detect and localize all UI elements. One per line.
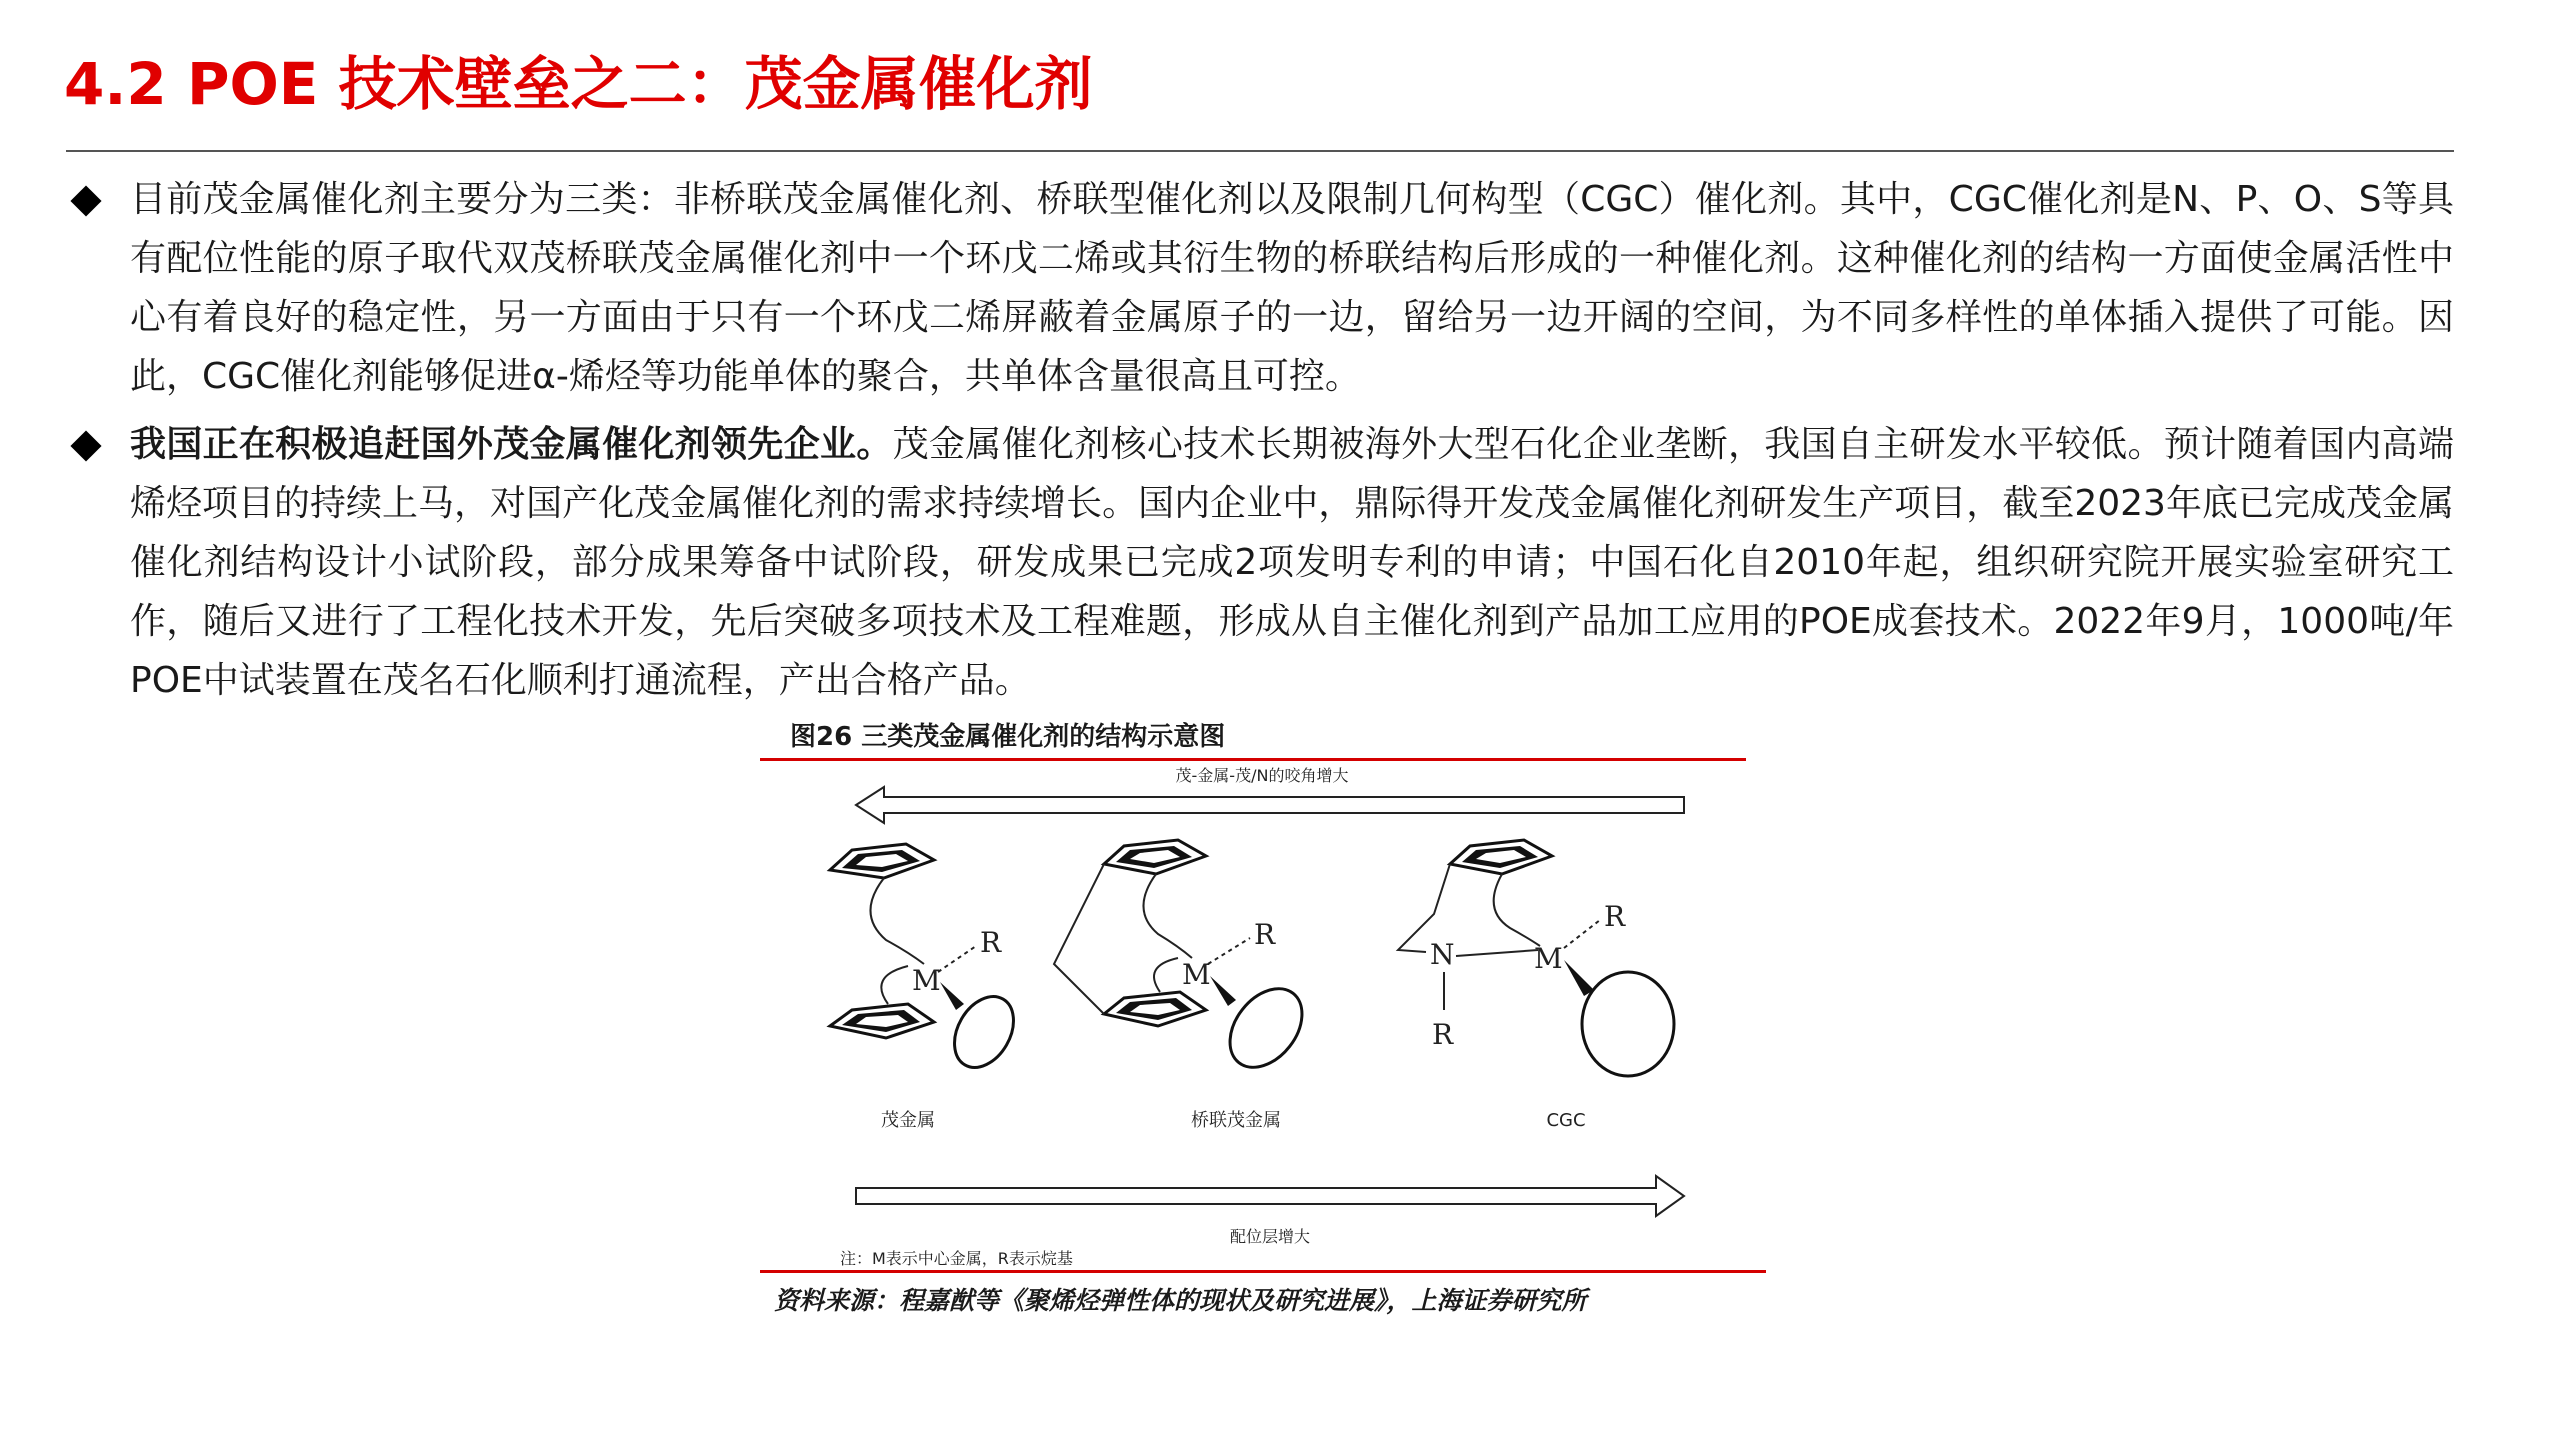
- metallocene-structure: [830, 844, 1026, 1131]
- substituent-label: R: [980, 926, 1002, 959]
- bullet-list: [64, 170, 2454, 710]
- bullet-text: 茂金属催化剂核心技术长期被海外大型石化企业垄断，我国自主研发水平较低。预计随着国内高端烯烃项目的持续上马，对国产化茂金属催化剂的需求持续增长。国内企业中，鼎际得开发茂金属催化剂研发生产项目，截至2023年底已完成茂金属催化剂结构设计小试阶段，部分成果筹备中试阶段，研发成果已完成2项发明专利的申请；中国石化自2010年起，组织研究院开展实验室研究工作，随后又进行了工程化技术开发，先后突破多项技术及工程难题，形成从自主催化剂到产品加工应用的POE成套技术。2022年9月，1000吨/年POE中试装置在茂名石化顺利打通流程，产出合格产品。: [130, 424, 2454, 701]
- metal-label: M: [1534, 942, 1563, 975]
- bullet-text: 目前茂金属催化剂主要分为三类：非桥联茂金属催化剂、桥联型催化剂以及限制几何构型（CGC）催化剂。其中，CGC催化剂是N、P、O、S等具有配位性能的原子取代双茂桥联茂金属催化剂中一个环戊二烯或其衍生物的桥联结构后形成的一种催化剂。这种催化剂的结构一方面使金属活性中心有着良好的稳定性，另一方面由于只有一个环戊二烯屏蔽着金属原子的一边，留给另一边开阔的空间，为不同多样性的单体插入提供了可能。因此，CGC催化剂能够促进α-烯烃等功能单体的聚合，共单体含量很高且可控。: [130, 179, 2454, 397]
- structure-label: 茂金属: [881, 1110, 935, 1131]
- diamond-bullet-icon: [70, 185, 101, 216]
- substituent-label: R: [1254, 918, 1276, 951]
- metal-label: M: [912, 964, 941, 997]
- structure-label: 桥联茂金属: [1191, 1110, 1281, 1131]
- figure-bottom-rule: [760, 1270, 1766, 1273]
- structure-label: CGC: [1546, 1110, 1586, 1131]
- right-arrow-icon: [856, 1176, 1684, 1216]
- top-arrow-label: 茂-金属-茂/N的咬角增大: [1175, 766, 1349, 785]
- bridge-substituent-label: R: [1432, 1018, 1454, 1051]
- diamond-bullet-icon: [70, 430, 101, 461]
- metal-label: M: [1182, 958, 1211, 991]
- bridge-atom-label: N: [1430, 938, 1455, 971]
- structure-diagram: [758, 714, 1774, 1270]
- figure-caption: 图26 三类茂金属催化剂的结构示意图: [790, 722, 1226, 752]
- figure-catalyst-structures: [758, 714, 1774, 1324]
- cgc-structure: [1398, 840, 1674, 1131]
- bullet-item-catalyst-types: [64, 170, 2454, 406]
- figure-note: 注：M表示中心金属，R表示烷基: [840, 1249, 1073, 1268]
- bottom-arrow-label: 配位层增大: [1229, 1227, 1311, 1246]
- title-divider: [66, 150, 2454, 152]
- bullet-item-domestic-progress: [64, 415, 2454, 710]
- figure-source: 资料来源：程嘉猷等《聚烯烃弹性体的现状及研究进展》，上海证券研究所: [774, 1286, 1587, 1315]
- substituent-label: R: [1604, 900, 1626, 933]
- bullet-lead: 我国正在积极追赶国外茂金属催化剂领先企业。: [130, 424, 893, 465]
- bridged-metallocene-structure: [1054, 840, 1317, 1131]
- left-arrow-icon: [856, 787, 1684, 823]
- page-title: 4.2 POE 技术壁垒之二：茂金属催化剂: [64, 50, 1093, 118]
